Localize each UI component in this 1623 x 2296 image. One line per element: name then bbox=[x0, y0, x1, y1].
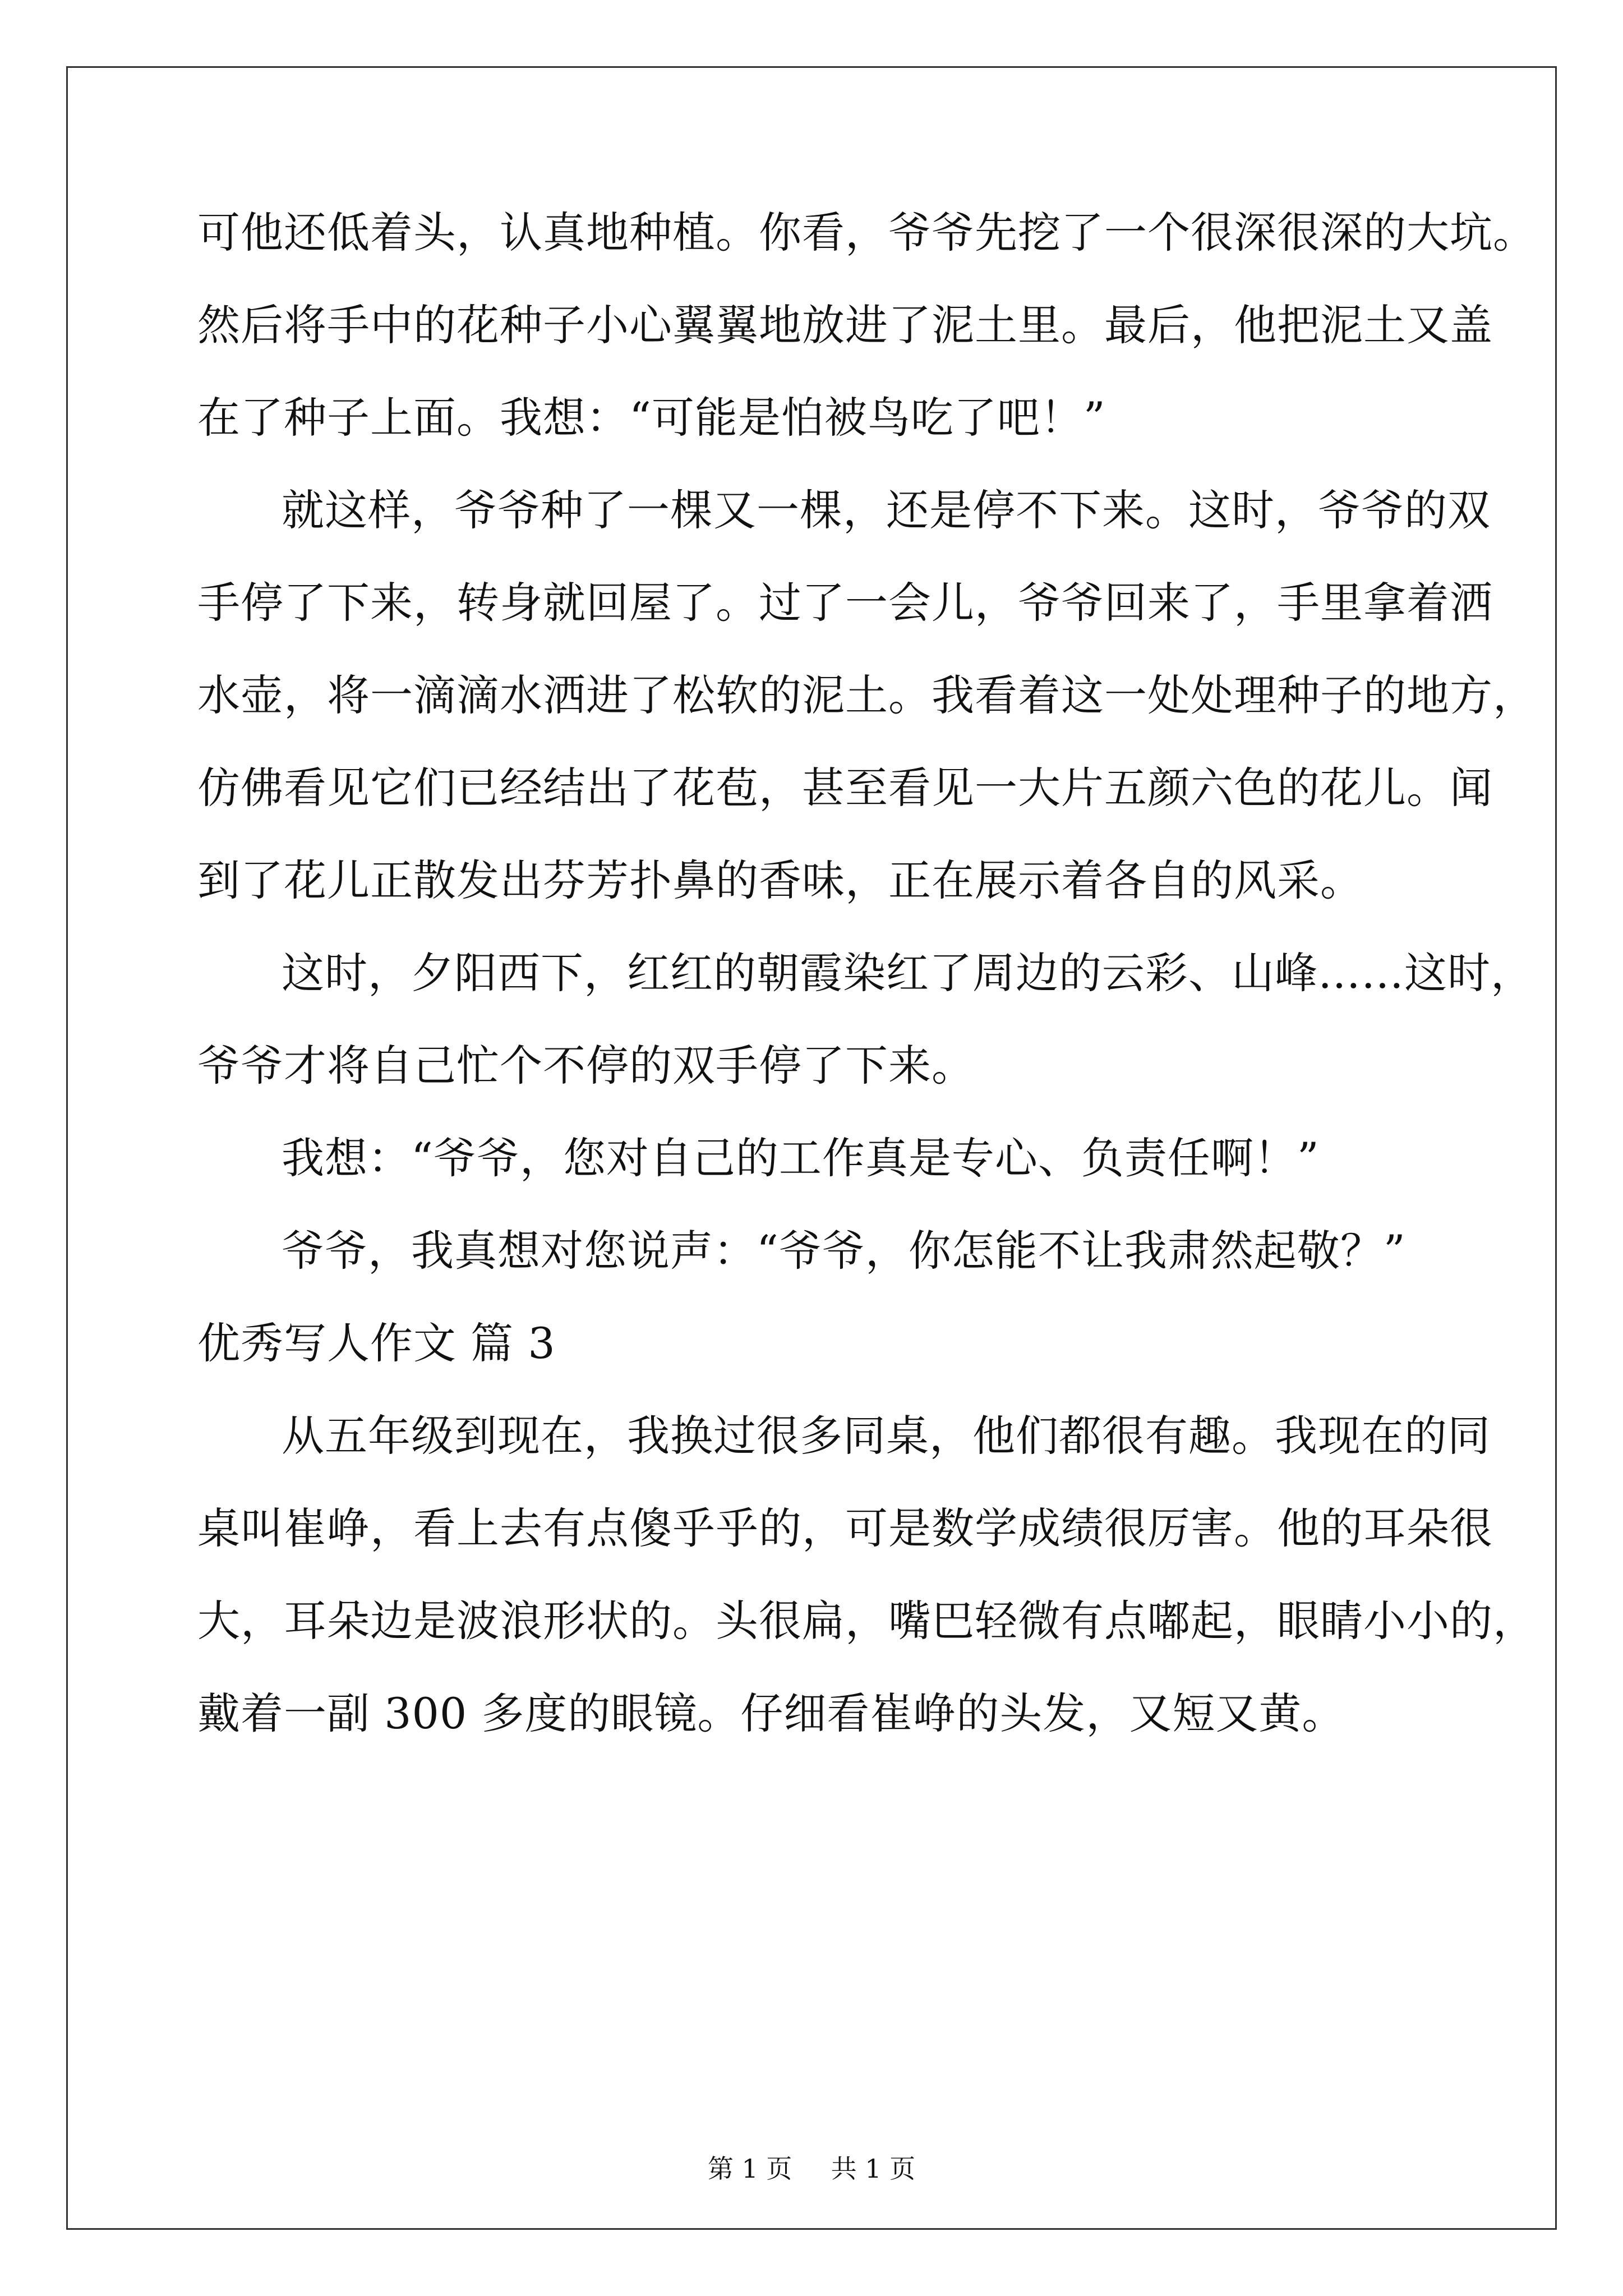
section-heading: 优秀写人作文 篇 3 bbox=[197, 1318, 556, 1368]
page-number: 第 1 页 bbox=[707, 2154, 792, 2184]
page-footer bbox=[0, 2152, 1623, 2185]
text-line: 到了花儿正散发出芬芳扑鼻的香味，正在展示着各自的风采。 bbox=[197, 855, 1363, 905]
text-line: 然后将手中的花种子小心翼翼地放进了泥土里。最后，他把泥土又盖 bbox=[197, 300, 1493, 350]
text-line: 桌叫崔峥，看上去有点傻乎乎的，可是数学成绩很厉害。他的耳朵很 bbox=[197, 1503, 1493, 1553]
paragraph-start-line: 我想：“爷爷，您对自己的工作真是专心、负责任啊！” bbox=[282, 1133, 1320, 1183]
text-line: 戴着一副 300 多度的眼镜。仔细看崔峥的头发，又短又黄。 bbox=[197, 1688, 1345, 1738]
text-line: 手停了下来，转身就回屋了。过了一会儿，爷爷回来了，手里拿着洒 bbox=[197, 578, 1493, 628]
paragraph-start-line: 从五年级到现在，我换过很多同桌，他们都很有趣。我现在的同 bbox=[282, 1411, 1491, 1461]
text-line: 在了种子上面。我想：“可能是怕被鸟吃了吧！” bbox=[197, 393, 1106, 443]
text-line: 水壶，将一滴滴水洒进了松软的泥土。我看着这一处处理种子的地方， bbox=[197, 670, 1536, 720]
page-total: 共 1 页 bbox=[831, 2154, 916, 2184]
text-line: 爷爷才将自己忙个不停的双手停了下来。 bbox=[197, 1041, 975, 1091]
text-line: 可他还低着头，认真地种植。你看，爷爷先挖了一个很深很深的大坑。 bbox=[197, 208, 1536, 257]
paragraph-start-line: 爷爷，我真想对您说声：“爷爷，你怎能不让我肃然起敬？” bbox=[282, 1226, 1406, 1276]
text-line: 大，耳朵边是波浪形状的。头很扁，嘴巴轻微有点嘟起，眼睛小小的， bbox=[197, 1596, 1536, 1646]
paragraph-start-line: 这时，夕阳西下，红红的朝霞染红了周边的云彩、山峰……这时， bbox=[282, 948, 1534, 998]
text-line: 仿佛看见它们已经结出了花苞，甚至看见一大片五颜六色的花儿。闻 bbox=[197, 763, 1493, 813]
paragraph-start-line: 就这样，爷爷种了一棵又一棵，还是停不下来。这时，爷爷的双 bbox=[282, 485, 1491, 535]
